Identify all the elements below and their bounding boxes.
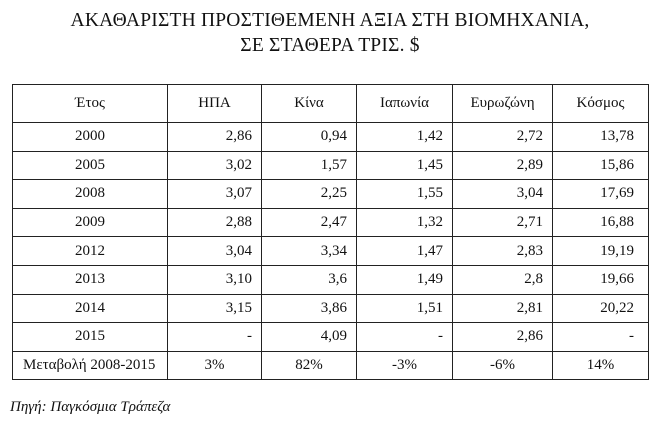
- cell-usa: -: [168, 323, 262, 352]
- cell-japan: -: [357, 323, 453, 352]
- cell-japan: 1,45: [357, 151, 453, 180]
- cell-china: 3,86: [262, 294, 357, 323]
- table-row: [13, 237, 649, 266]
- cell-world: 13,78: [553, 123, 649, 152]
- title-line-2: ΣΕ ΣΤΑΘΕΡΑ ΤΡΙΣ. $: [240, 35, 420, 56]
- cell-year: 2000: [13, 123, 168, 152]
- cell-usa: 3,10: [168, 265, 262, 294]
- cell-eurozone: 2,83: [453, 237, 553, 266]
- cell-china: 2,47: [262, 208, 357, 237]
- cell-eurozone: 2,8: [453, 265, 553, 294]
- cell-world: 16,88: [553, 208, 649, 237]
- summary-china: 82%: [262, 351, 357, 380]
- cell-japan: 1,49: [357, 265, 453, 294]
- cell-china: 3,34: [262, 237, 357, 266]
- cell-japan: 1,55: [357, 180, 453, 209]
- summary-world: 14%: [553, 351, 649, 380]
- summary-eurozone: -6%: [453, 351, 553, 380]
- cell-world: -: [553, 323, 649, 352]
- table-row: [13, 208, 649, 237]
- source-note: Πηγή: Παγκόσμια Τράπεζα: [10, 399, 171, 415]
- cell-usa: 3,07: [168, 180, 262, 209]
- cell-japan: 1,51: [357, 294, 453, 323]
- cell-year: 2008: [13, 180, 168, 209]
- value-added-table: [12, 84, 649, 380]
- summary-row: [13, 351, 649, 380]
- table-row: [13, 323, 649, 352]
- cell-eurozone: 3,04: [453, 180, 553, 209]
- cell-usa: 3,04: [168, 237, 262, 266]
- cell-china: 3,6: [262, 265, 357, 294]
- table-row: [13, 294, 649, 323]
- title-line-1: ΑΚΑΘΑΡΙΣΤΗ ΠΡΟΣΤΙΘΕΜΕΝΗ ΑΞΙΑ ΣΤΗ ΒΙΟΜΗΧΑΝΙΑ,: [70, 10, 590, 31]
- cell-eurozone: 2,81: [453, 294, 553, 323]
- cell-eurozone: 2,86: [453, 323, 553, 352]
- cell-year: 2013: [13, 265, 168, 294]
- header-year: Έτος: [13, 85, 168, 123]
- table-header-row: [13, 85, 649, 123]
- summary-usa: 3%: [168, 351, 262, 380]
- table-row: [13, 265, 649, 294]
- cell-usa: 2,88: [168, 208, 262, 237]
- cell-china: 2,25: [262, 180, 357, 209]
- cell-usa: 3,02: [168, 151, 262, 180]
- cell-china: 0,94: [262, 123, 357, 152]
- cell-eurozone: 2,72: [453, 123, 553, 152]
- cell-japan: 1,32: [357, 208, 453, 237]
- cell-year: 2009: [13, 208, 168, 237]
- cell-year: 2015: [13, 323, 168, 352]
- cell-eurozone: 2,89: [453, 151, 553, 180]
- cell-china: 1,57: [262, 151, 357, 180]
- cell-world: 20,22: [553, 294, 649, 323]
- cell-japan: 1,42: [357, 123, 453, 152]
- cell-year: 2012: [13, 237, 168, 266]
- header-china: Κίνα: [262, 85, 357, 123]
- summary-japan: -3%: [357, 351, 453, 380]
- cell-world: 19,66: [553, 265, 649, 294]
- header-usa: ΗΠΑ: [168, 85, 262, 123]
- header-eurozone: Ευρωζώνη: [453, 85, 553, 123]
- header-world: Κόσμος: [553, 85, 649, 123]
- cell-eurozone: 2,71: [453, 208, 553, 237]
- cell-usa: 3,15: [168, 294, 262, 323]
- summary-label: Μεταβολή 2008-2015: [13, 351, 168, 380]
- table-row: [13, 123, 649, 152]
- document-title: [0, 8, 660, 58]
- cell-japan: 1,47: [357, 237, 453, 266]
- cell-world: 17,69: [553, 180, 649, 209]
- table-row: [13, 180, 649, 209]
- cell-china: 4,09: [262, 323, 357, 352]
- cell-world: 19,19: [553, 237, 649, 266]
- cell-year: 2005: [13, 151, 168, 180]
- header-japan: Ιαπωνία: [357, 85, 453, 123]
- cell-usa: 2,86: [168, 123, 262, 152]
- table-row: [13, 151, 649, 180]
- cell-year: 2014: [13, 294, 168, 323]
- cell-world: 15,86: [553, 151, 649, 180]
